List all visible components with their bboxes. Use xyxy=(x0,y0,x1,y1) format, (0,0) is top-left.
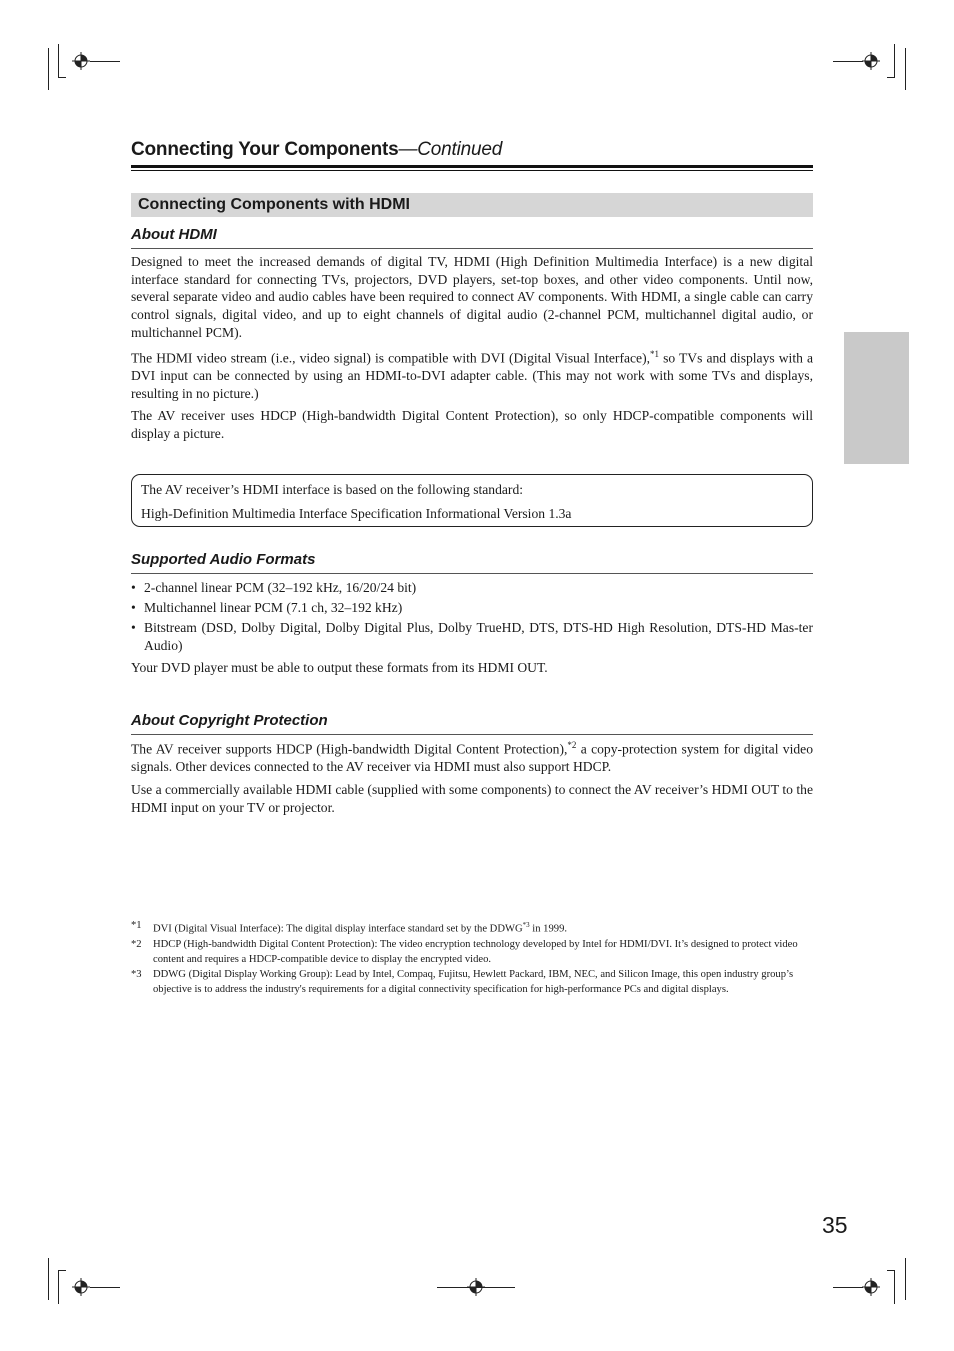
page-header xyxy=(131,139,813,161)
copyright-heading: About Copyright Protection xyxy=(131,712,328,729)
header-divider xyxy=(131,165,813,168)
footnote-ref: *1 xyxy=(650,349,660,359)
footnote-text: HDCP (High-bandwidth Digital Content Protection): The video encryption technology developed by Intel for HDMI/DVI. It’s designed to protect video content and requires a HDCP-compatible device to display the encrypted video. xyxy=(153,938,798,965)
footnotes xyxy=(131,918,813,998)
section-heading: Connecting Components with HDMI xyxy=(138,196,410,213)
footnote-mark: *3 xyxy=(131,969,142,981)
copyright-paragraph-1 xyxy=(131,737,813,776)
audio-formats-list xyxy=(131,579,813,657)
chapter-side-tab xyxy=(844,332,909,464)
footnote-mark: *1 xyxy=(131,920,142,931)
subheading-rule xyxy=(131,248,813,249)
paragraph-text: so TVs and displays with a DVI input can be connected by using an HDMI-to-DVI adapter cable. (This may not work with some TVs and displays, resulting in no picture.) xyxy=(131,350,813,401)
footnote xyxy=(131,937,813,967)
audio-formats-heading: Supported Audio Formats xyxy=(131,551,316,568)
standard-box-line-2: High-Definition Multimedia Interface Specification Informational Version 1.3a xyxy=(141,506,572,521)
footnote-ref: *2 xyxy=(567,740,577,750)
list-item: • Multichannel linear PCM (7.1 ch, 32–192 kHz) xyxy=(131,599,813,617)
header-divider-thin xyxy=(131,170,813,171)
page-number: 35 xyxy=(822,1212,848,1238)
footnote-text: DVI (Digital Visual Interface): The digital display interface standard set by the DDWG xyxy=(153,923,523,935)
hdmi-standard-box xyxy=(131,474,813,527)
footnote-text: in 1999. xyxy=(529,923,568,935)
list-item: • 2-channel linear PCM (32–192 kHz, 16/20/24 bit) xyxy=(131,579,813,597)
paragraph-text: a copy-protection system for digital video signals. Other devices connected to the AV receiver via HDMI must also support HDCP. xyxy=(131,741,813,775)
footnote-mark: *2 xyxy=(131,938,142,950)
registration-target-icon xyxy=(72,1278,90,1296)
paragraph-text: The AV receiver supports HDCP (High-bandwidth Digital Content Protection), xyxy=(131,741,568,757)
page-title-continued: —Continued xyxy=(398,139,503,160)
about-hdmi-paragraph-3: The AV receiver uses HDCP (High-bandwidth Digital Content Protection), so only HDCP-compatible components will display a picture. xyxy=(131,408,813,441)
copyright-paragraph-2: Use a commercially available HDMI cable (supplied with some components) to connect the AV receiver’s HDMI OUT to the HDMI input on your TV or projector. xyxy=(131,782,813,815)
footnote xyxy=(131,918,813,937)
registration-target-icon xyxy=(862,1278,880,1296)
about-hdmi-paragraph-2 xyxy=(131,346,813,403)
audio-formats-note: Your DVD player must be able to output these formats from its HDMI OUT. xyxy=(131,660,548,675)
page-title: Connecting Your Components xyxy=(131,139,399,160)
footnote-text: DDWG (Digital Display Working Group): Lead by Intel, Compaq, Fujitsu, Hewlett Packard, IBM, NEC, and Silicon Image, this open industry group’s objective is to address the industry's requirements for a digital connectivity specification for high-performance PCs and digital displays. xyxy=(153,969,794,996)
subheading-rule xyxy=(131,573,813,574)
footnote xyxy=(131,967,813,997)
standard-box-line-1: The AV receiver’s HDMI interface is based on the following standard: xyxy=(141,482,524,497)
section-heading-bar xyxy=(131,193,813,217)
paragraph-text: The HDMI video stream (i.e., video signal) is compatible with DVI (Digital Visual Interface), xyxy=(131,350,651,366)
subheading-rule xyxy=(131,734,813,735)
about-hdmi-paragraph-1: Designed to meet the increased demands of digital TV, HDMI (High Definition Multimedia Interface) is a new digital interface standard for connecting TVs, projectors, DVD players, set-top boxes, and other video components. Until now, several separate video and audio cables have been required to connect AV components. With HDMI, a single cable can carry control signals, digital video, and up to eight channels of digital audio (2-channel PCM, multichannel digital audio, or multichannel PCM). xyxy=(131,254,813,340)
registration-target-icon xyxy=(862,52,880,70)
footnote-ref: *3 xyxy=(522,921,530,929)
registration-target-icon xyxy=(72,52,90,70)
about-hdmi-heading: About HDMI xyxy=(131,226,217,243)
list-item: • Bitstream (DSD, Dolby Digital, Dolby Digital Plus, Dolby TrueHD, DTS, DTS-HD High Resolution, DTS-HD Mas-ter Audio) xyxy=(131,619,813,654)
